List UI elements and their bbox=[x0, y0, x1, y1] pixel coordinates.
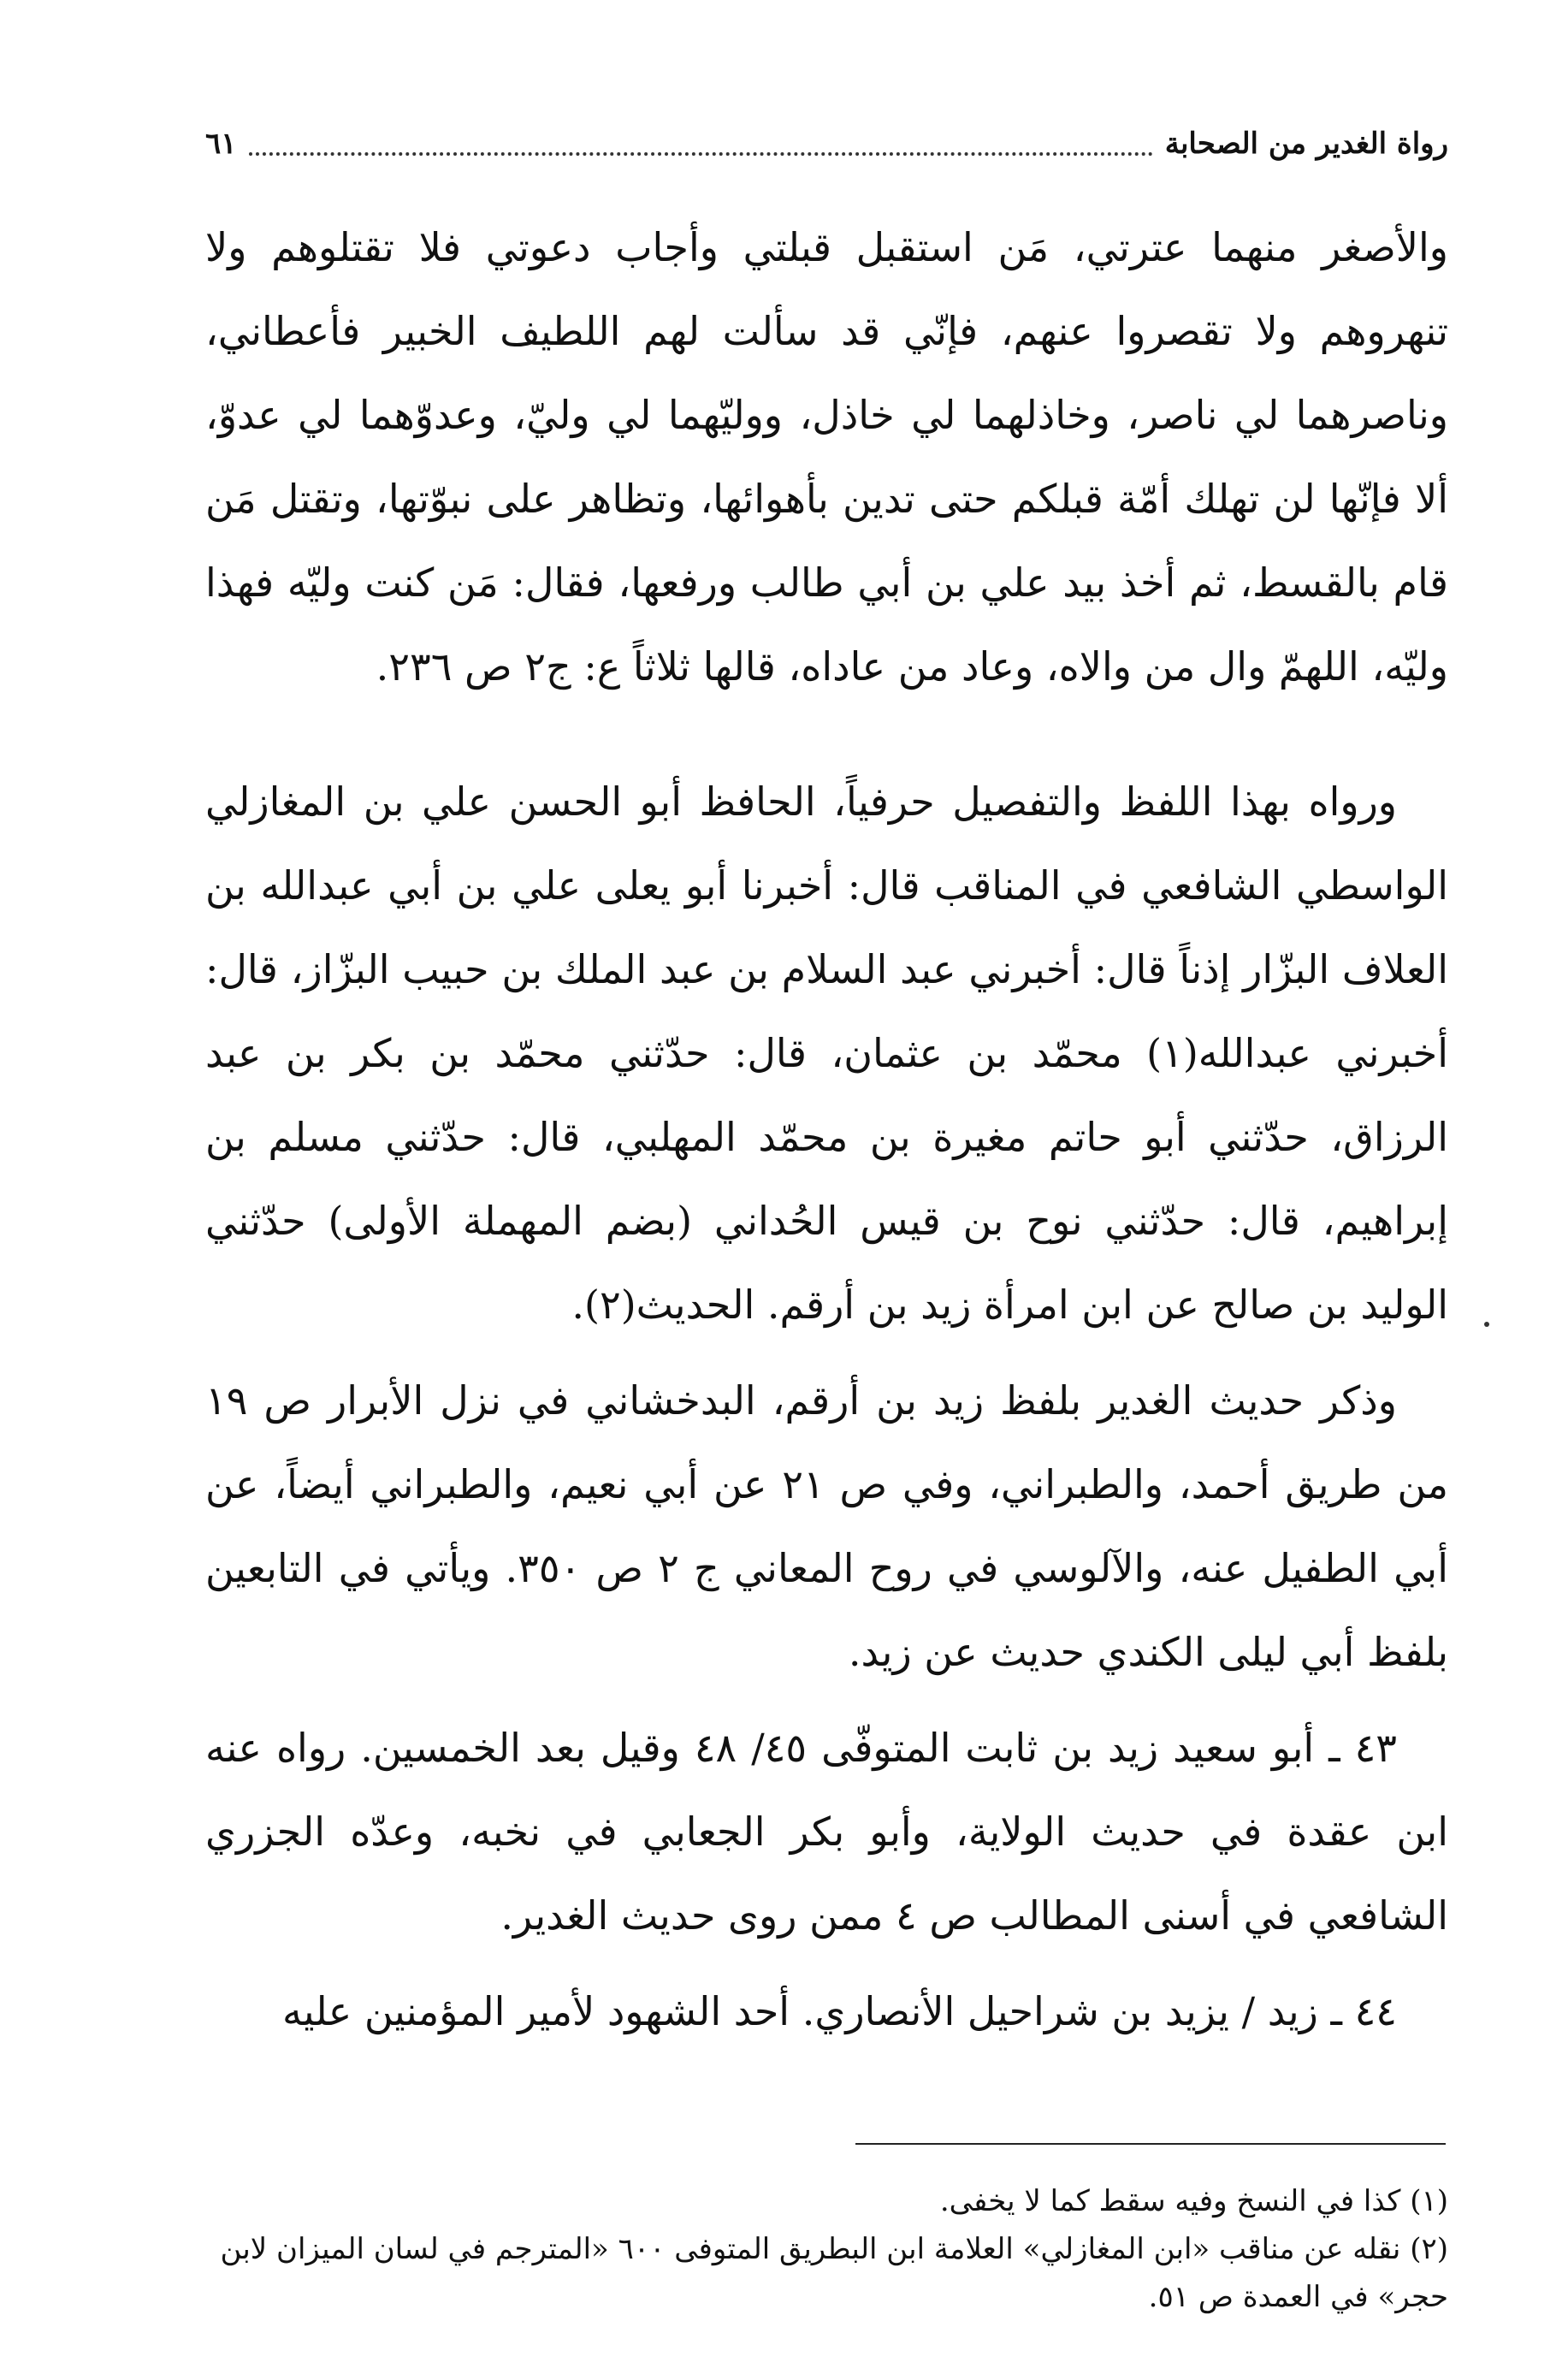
header-title: رواة الغدير من الصحابة bbox=[1164, 127, 1448, 161]
page-number: ٦١ bbox=[205, 127, 237, 161]
paragraph-5: ٤٤ ـ زيد / يزيد بن شراحيل الأنصاري. أحد الشهود لأمير المؤمنين عليه bbox=[282, 1988, 1397, 2034]
margin-dot bbox=[1484, 1322, 1489, 1327]
paragraph-2: ورواه بهذا اللفظ والتفصيل حرفياً، الحافظ أبو الحسن علي بن المغازلي الواسطي الشافعي في المناقب قال: أخبرنا أبو يعلى علي بن أبي عبدالله بن العلاف البزّار إذناً قال: أخبرني عبد السلام بن عبد الملك بن حبيب البزّاز، قال: أخبرني عبدالله(١) محمّد بن عثمان، قال: حدّثني محمّد بن بكر بن عبد الرزاق، حدّثني أبو حاتم مغيرة بن محمّد المهلبي، قال: حدّثني مسلم بن إبراهيم، قال: حدّثني نوح بن قيس الحُداني (بضم المهملة الأولى) حدّثني الوليد بن صالح عن ابن امرأة زيد بن أرقم. الحديث(٢). bbox=[205, 779, 1448, 1328]
footnote-1: (١) كذا في النسخ وفيه سقط كما لا يخفى. bbox=[939, 2184, 1448, 2218]
paragraph-4: ٤٣ ـ أبو سعيد زيد بن ثابت المتوفّى ٤٥/ ٤٨ وقيل بعد الخمسين. رواه عنه ابن عقدة في حديث الولاية، وأبو بكر الجعابي في نخبه، وعدّه الجزري الشافعي في أسنى المطالب ص ٤ ممن روى حديث الغدير. bbox=[205, 1725, 1448, 1939]
running-header bbox=[205, 118, 1448, 169]
footnote-2: (٢) نقله عن مناقب «ابن المغازلي» العلامة ابن البطريق المتوفى ٦٠٠ «المترجم في لسان الميزان لابن حجر» في العمدة ص ٥١. bbox=[220, 2232, 1448, 2314]
paragraph-1: والأصغر منهما عترتي، مَن استقبل قبلتي وأجاب دعوتي فلا تقتلوهم ولا تنهروهم ولا تقصروا عنهم، فإنّي قد سألت لهم اللطيف الخبير فأعطاني، وناصرهما لي ناصر، وخاذلهما لي خاذل، ووليّهما لي وليّ، وعدوّهما لي عدوّ، ألا فإنّها لن تهلك أمّة قبلكم حتى تدين بأهوائها، وتظاهر على نبوّتها، وتقتل مَن قام بالقسط، ثم أخذ بيد علي بن أبي طالب ورفعها، فقال: مَن كنت وليّه فهذا وليّه، اللهمّ وال من والاه، وعاد من عاداه، قالها ثلاثاً ع: ج٢ ص ٢٣٦. bbox=[205, 224, 1448, 690]
header-leader-dots bbox=[249, 152, 1153, 156]
footnotes bbox=[205, 2177, 1448, 2321]
body-text bbox=[205, 205, 1448, 2065]
paragraph-3: وذكر حديث الغدير بلفظ زيد بن أرقم، البدخشاني في نزل الأبرار ص ١٩ من طريق أحمد، والطبراني، وفي ص ٢١ عن أبي نعيم، والطبراني أيضاً، عن أبي الطفيل عنه، والآلوسي في روح المعاني ج ٢ ص ٣٥٠. ويأتي في التابعين بلفظ أبي ليلى الكندي حديث عن زيد. bbox=[205, 1377, 1449, 1675]
footnote-separator bbox=[855, 2143, 1446, 2145]
